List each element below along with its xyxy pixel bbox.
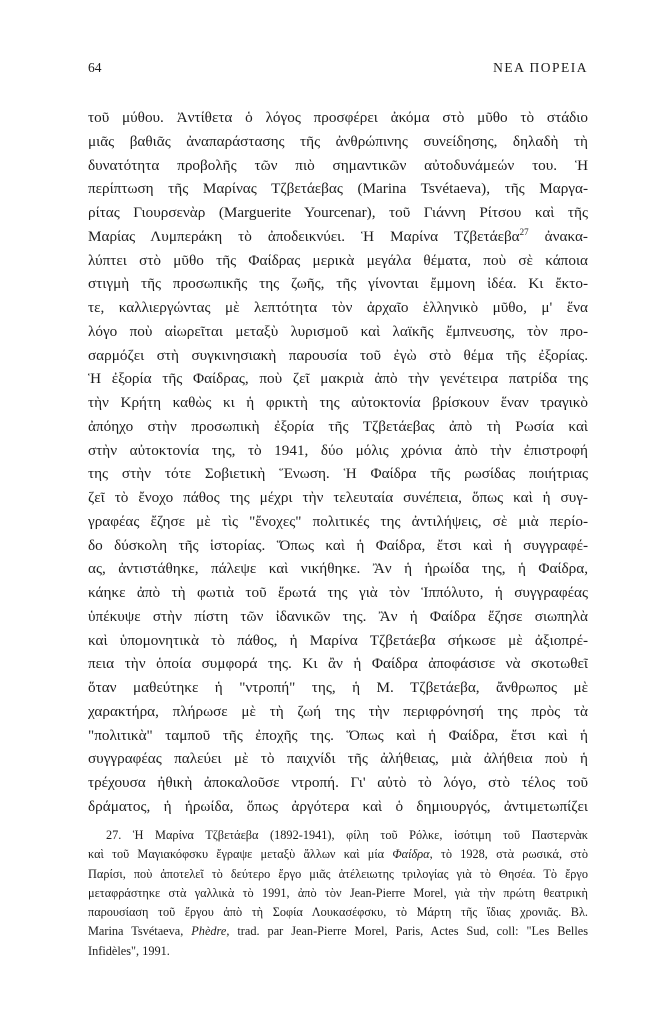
body-line: πεια τὴν ὁποία συμφορά της. Κι ἂν ἡ Φαίδρα ἀποφάσισε νὰ σκοτωθεῖ: [88, 655, 588, 673]
footnote-line: παρουσίαση τοῦ ἔργου ἀπὸ τὴ Σοφία Λουκασέφσκυ, τὸ Μάρτη τῆς ἴδιας χρονιᾶς. Βλ.: [88, 905, 588, 920]
body-text: [88, 106, 588, 819]
body-line: ρίτας Γιουρσενὰρ (Marguerite Yourcenar), τοῦ Γιάννη Ρίτσου καὶ τῆς: [88, 204, 588, 221]
footnote-line: [88, 922, 588, 941]
footnote-line: [88, 845, 588, 864]
body-line: τρέχουσα ἠθικὴ ἀποκαλοῦσε ντροπή. Γι' αὐτὸ τὸ λόγο, στὸ τέλος τοῦ: [88, 774, 588, 791]
running-head: ΝΕΑ ΠΟΡΕΙΑ: [493, 60, 588, 75]
page-header: [88, 60, 588, 80]
body-line: ἀπόηχο στὴν προσωπικὴ ἐξορία τῆς Τζβετάεβας ἀπὸ τὴ Ρωσία καὶ: [88, 417, 588, 435]
footnote-line: 27. Ἡ Μαρίνα Τζβετάεβα (1892-1941), φίλη τοῦ Ρόλκε, ἰσότιμη τοῦ Παστερνὰκ: [106, 828, 588, 842]
body-line: κάηκε ἀπὸ τὴ φωτιὰ τοῦ ἔρωτά της γιὰ τὸν Ἱππόλυτο, ἡ συγγραφέας: [88, 584, 588, 601]
body-line: δυνατότητα προβολῆς τῶν πιὸ σημαντικῶν αὐτοδυνάμεών του. Ἡ: [88, 156, 588, 174]
body-line: ὑπέκυψε στὴν πίστη τῶν ἰδανικῶν της. Ἂν ἡ Φαίδρα ἔζησε σιωπηλὰ: [88, 607, 588, 625]
body-line: καὶ ὑπομονητικὰ τὸ πάθος, ἡ Μαρίνα Τζβετάεβα σήκωσε μὲ ἀξιοπρέ-: [88, 631, 588, 649]
work-title-phedre: Phèdre,: [191, 924, 230, 939]
body-line: συγγραφέας παλεύει μὲ τὸ παιχνίδι τῆς ἀλήθειας, μιὰ ἀλήθεια ποὺ ἡ: [88, 750, 588, 768]
body-line: χαρακτήρα, πλήρωσε μὲ τὴ ζωή της τὴν περιφρόνησή της πρὸς τὰ: [88, 702, 588, 720]
body-line: στιγμὴ τῆς προσωπικῆς της ζωῆς, τῆς γίνονται ἔμμονη ἰδέα. Κι ἔκτο-: [88, 275, 588, 293]
body-line: της στὴν τότε Σοβιετικὴ Ἕνωση. Ἡ Φαίδρα τῆς ρωσίδας ποιήτριας: [88, 465, 588, 483]
body-line: λόγο ποὺ αἰωρεῖται μεταξὺ λυρισμοῦ καὶ λαϊκῆς ἔμπνευσης, τὸν προ-: [88, 322, 588, 340]
body-line: ας, ἀντιστάθηκε, πάλεψε καὶ νικήθηκε. Ἂν ἡ ἡρωίδα της, ἡ Φαίδρα,: [88, 560, 588, 578]
body-line: περίπτωση τῆς Μαρίνας Τζβετάεβας (Marina Tsvétaeva), τῆς Μαργα-: [88, 180, 588, 198]
body-line: τοῦ μύθου. Ἀντίθετα ὁ λόγος προσφέρει ἀκόμα στὸ μῦθο τὸ στάδιο: [88, 109, 588, 126]
body-line-continuation: ἀνακα-: [528, 227, 588, 245]
body-line: στὴν αὐτοκτονία της, τὸ 1941, δύο μόλις χρόνια ἀπὸ τὴν ἐπιστροφή: [88, 441, 588, 459]
body-line: λύπτει στὸ μῦθο τῆς Φαίδρας μερικὰ μεγάλα θέματα, ποὺ σὲ κάποια: [88, 251, 588, 269]
footnote-line: Παρίσι, ποὺ ἀποτελεῖ τὸ δεύτερο ἔργο μιᾶς ἀτέλειωτης τριλογίας γιὰ τὸ Θησέα. Τὸ ἔργο: [88, 866, 588, 881]
footnote-text: , τὸ 1928, στὰ ρωσικά, στὸ: [429, 847, 588, 862]
footnote-text: trad. par Jean-Pierre Morel, Paris, Actes Sud, coll: "Les Belles: [229, 924, 588, 939]
body-line: [88, 225, 588, 249]
footnote-text: Marina Tsvétaeva,: [88, 924, 184, 939]
footnote-text: καὶ τοῦ Μαγιακόφσκυ ἔγραψε μεταξὺ ἄλλων καὶ μία: [88, 847, 385, 862]
body-line: τε, καλλιεργώντας μὲ λεπτότητα τὸν ἀρχαῖο ἑλληνικὸ μῦθο, μ' ἕνα: [88, 299, 588, 316]
body-line: μιᾶς βαθιᾶς ἀναπαράστασης τῆς ἀνθρώπινης συνείδησης, δηλαδὴ τὴ: [88, 132, 588, 150]
body-line: σαρμόζει στὴ συγκινησιακὴ παρουσία τοῦ ἐγὼ στὸ θέμα τῆς ἐξορίας.: [88, 346, 588, 364]
body-line: ζεῖ τὸ ἔνοχο πάθος της μέχρι τὴν τελευταία συνέπεια, ὅπως καὶ ἡ συγ-: [88, 489, 588, 506]
body-line: τὴν Κρήτη καθὼς κι ἡ φρικτὴ της αὐτοκτονία βρίσκουν ἕναν τραγικὸ: [88, 394, 588, 411]
footnote-line: Infidèles", 1991.: [88, 943, 170, 958]
footnote-ref-mark: 27: [519, 226, 529, 237]
body-line-text: Μαρίας Λυμπεράκη τὸ ἀποδεικνύει. Ἡ Μαρίνα Τζβετάεβα: [88, 227, 520, 245]
page-number: 64: [88, 60, 102, 75]
body-line: δο δύσκολη τῆς ἱστορίας. Ὅπως καὶ ἡ Φαίδρα, ἔτσι καὶ ἡ συγγραφέ-: [88, 536, 588, 554]
footnote-line: μεταφράστηκε στὰ γαλλικὰ τὸ 1991, ἀπὸ τὸν Jean-Pierre Morel, γιὰ τὴν πρώτη θεατρικὴ: [88, 885, 588, 900]
body-line: "πολιτικὰ" ταμποῦ τῆς ἐποχῆς της. Ὅπως καὶ ἡ Φαίδρα, ἔτσι καὶ ἡ: [88, 726, 588, 744]
body-line: δράματος, ἡ ἡρωίδα, ὅπως ἀργότερα καὶ ὁ δημιουργός, ἀντιμετωπίζει: [88, 797, 588, 815]
work-title-phaedra: Φαίδρα: [392, 847, 430, 862]
footnotes: [88, 826, 588, 961]
body-line: Ἡ ἐξορία τῆς Φαίδρας, ποὺ ζεῖ μακριὰ ἀπὸ τὴν γενέτειρα πατρίδα της: [88, 370, 588, 388]
body-line: ὅταν μαθεύτηκε ἡ "ντροπή" της, ἡ Μ. Τζβετάεβα, ἄνθρωπος μὲ: [88, 679, 588, 696]
body-line: γραφέας ἔζησε μὲ τὶς "ἔνοχες" πολιτικές της ἀντιλήψεις, σὲ μιὰ περίο-: [88, 512, 588, 530]
